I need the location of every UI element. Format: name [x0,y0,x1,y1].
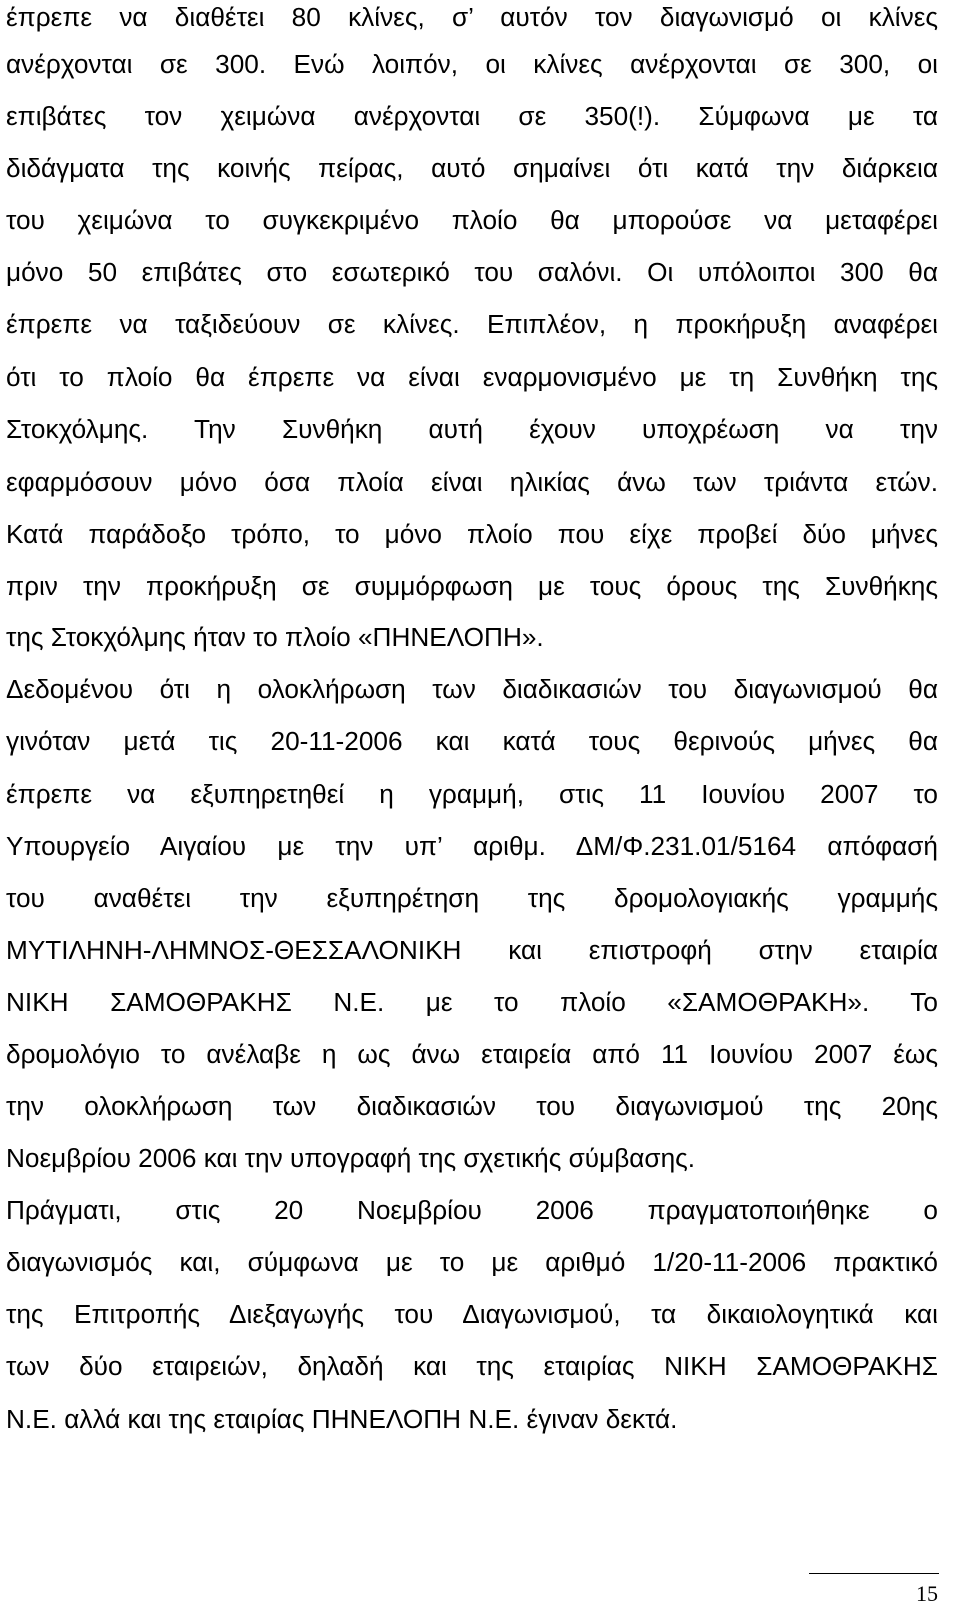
text-line: της Στοκχόλμης ήταν το πλοίο «ΠΗΝΕΛΟΠΗ». [6,622,544,652]
text-line: δρομολόγιο το ανέλαβε η ως άνω εταιρεία από 11 Ιουνίου 2007 έως [6,1039,938,1069]
text-line: των δύο εταιρειών, δηλαδή και της εταιρίας ΝΙΚΗ ΣΑΜΟΘΡΑΚΗΣ [6,1351,938,1381]
footer-divider [809,1573,939,1574]
text-line: ΜΥΤΙΛΗΝΗ-ΛΗΜΝΟΣ-ΘΕΣΣΑΛΟΝΙΚΗ και επιστροφή στην εταιρία [6,935,938,965]
text-line: Δεδομένου ότι η ολοκλήρωση των διαδικασιών του διαγωνισμού θα [6,674,938,704]
text-line: ΝΙΚΗ ΣΑΜΟΘΡΑΚΗΣ Ν.Ε. με το πλοίο «ΣΑΜΟΘΡΑΚΗ». Το [6,987,938,1017]
text-line: την ολοκλήρωση των διαδικασιών του διαγωνισμού της 20ης [6,1091,938,1121]
text-line: ανέρχονται σε 300. Ενώ λοιπόν, οι κλίνες ανέρχονται σε 300, οι [6,49,938,79]
text-line: της Επιτροπής Διεξαγωγής του Διαγωνισμού, τα δικαιολογητικά και [6,1299,938,1329]
text-line: έπρεπε να ταξιδεύουν σε κλίνες. Επιπλέον, η προκήρυξη αναφέρει [6,309,938,339]
text-line: διαγωνισμός και, σύμφωνα με το με αριθμό 1/20-11-2006 πρακτικό [6,1247,938,1277]
text-line: διδάγματα της κοινής πείρας, αυτό σημαίνει ότι κατά την διάρκεια [6,153,938,183]
text-line: Στοκχόλμης. Την Συνθήκη αυτή έχουν υποχρέωση να την [6,414,938,444]
text-line: του χειμώνα το συγκεκριμένο πλοίο θα μπορούσε να μεταφέρει [6,205,938,235]
text-line: γινόταν μετά τις 20-11-2006 και κατά τους θερινούς μήνες θα [6,726,938,756]
text-line: Νοεμβρίου 2006 και την υπογραφή της σχετικής σύμβασης. [6,1143,696,1173]
text-line: του αναθέτει την εξυπηρέτηση της δρομολογιακής γραμμής [6,883,938,913]
text-line: Υπουργείο Αιγαίου με την υπ’ αριθμ. ΔΜ/Φ.231.01/5164 απόφασή [6,831,938,861]
text-line: Πράγματι, στις 20 Νοεμβρίου 2006 πραγματοποιήθηκε ο [6,1195,938,1225]
text-line: μόνο 50 επιβάτες στο εσωτερικό του σαλόνι. Οι υπόλοιποι 300 θα [6,257,938,287]
text-line: Ν.Ε. αλλά και της εταιρίας ΠΗΝΕΛΟΠΗ Ν.Ε. έγιναν δεκτά. [6,1404,678,1434]
text-line: Κατά παράδοξο τρόπο, το μόνο πλοίο που είχε προβεί δύο μήνες [6,519,938,549]
text-line: έπρεπε να διαθέτει 80 κλίνες, σ’ αυτόν τον διαγωνισμό οι κλίνες [6,2,938,32]
text-line: επιβάτες τον χειμώνα ανέρχονται σε 350(!). Σύμφωνα με τα [6,101,938,131]
text-line: πριν την προκήρυξη σε συμμόρφωση με τους όρους της Συνθήκης [6,571,938,601]
text-line: ότι το πλοίο θα έπρεπε να είναι εναρμονισμένο με τη Συνθήκη της [6,362,938,392]
page-number: 15 [916,1581,938,1606]
text-line: έπρεπε να εξυπηρετηθεί η γραμμή, στις 11 Ιουνίου 2007 το [6,779,938,809]
text-line: εφαρμόσουν μόνο όσα πλοία είναι ηλικίας άνω των τριάντα ετών. [6,467,938,497]
